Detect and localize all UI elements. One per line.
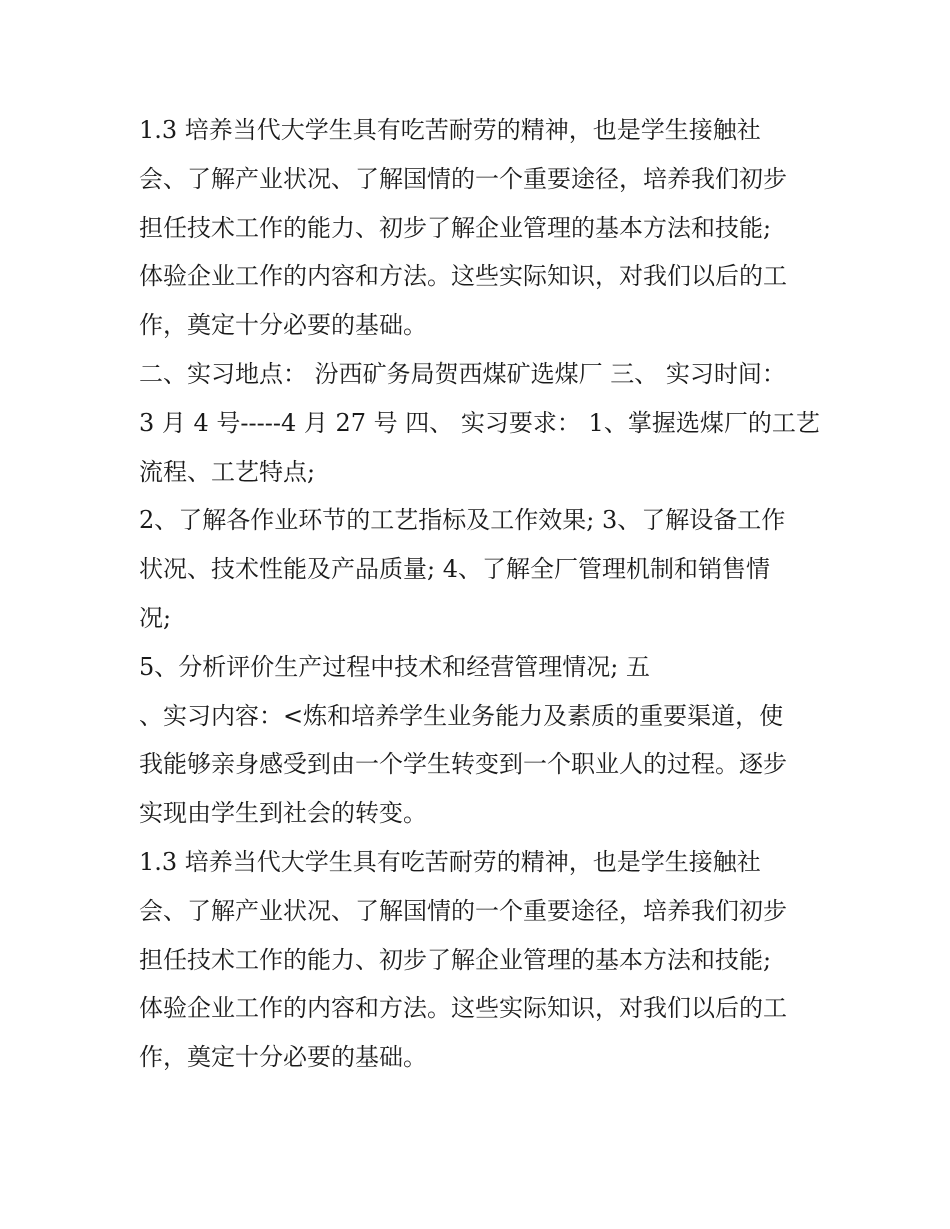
text-line: 我能够亲身感受到由一个学生转变到一个职业人的过程。逐步	[139, 750, 787, 779]
text-line: 会、了解产业状况、了解国情的一个重要途径，培养我们初步	[139, 164, 787, 193]
text-line: 3 月 4 号-----4 月 27 号 四、 实习要求： 1、掌握选煤厂的工艺	[139, 408, 820, 437]
text-line: 1.3 培养当代大学生具有吃苦耐劳的精神，也是学生接触社	[139, 116, 761, 144]
text-line: 况;	[139, 603, 172, 632]
text-line: 1.3 培养当代大学生具有吃苦耐劳的精神，也是学生接触社	[139, 847, 761, 876]
text-line: 体验企业工作的内容和方法。这些实际知识，对我们以后的工	[139, 262, 787, 291]
text-line: 实现由学生到社会的转变。	[139, 799, 427, 828]
text-line: 担任技术工作的能力、初步了解企业管理的基本方法和技能;	[139, 945, 772, 974]
text-line: 2、了解各作业环节的工艺指标及工作效果; 3、了解设备工作	[139, 506, 786, 535]
text-line: 作，奠定十分必要的基础。	[139, 1043, 427, 1072]
text-line: 5、分析评价生产过程中技术和经营管理情况; 五	[139, 652, 650, 681]
text-line: 二、实习地点： 汾西矿务局贺西煤矿选煤厂 三、 实习时间：	[139, 359, 786, 388]
document-body	[139, 106, 829, 1082]
text-line: 流程、工艺特点;	[139, 457, 316, 486]
text-line: 担任技术工作的能力、初步了解企业管理的基本方法和技能;	[139, 213, 772, 242]
text-line: 会、了解产业状况、了解国情的一个重要途径，培养我们初步	[139, 896, 787, 925]
text-line: 、实习内容：<炼和培养学生业务能力及素质的重要渠道，使	[139, 701, 784, 730]
text-line: 状况、技术性能及产品质量; 4、了解全厂管理机制和销售情	[139, 555, 770, 584]
text-line: 体验企业工作的内容和方法。这些实际知识，对我们以后的工	[139, 994, 787, 1023]
text-line: 作，奠定十分必要的基础。	[139, 311, 427, 340]
